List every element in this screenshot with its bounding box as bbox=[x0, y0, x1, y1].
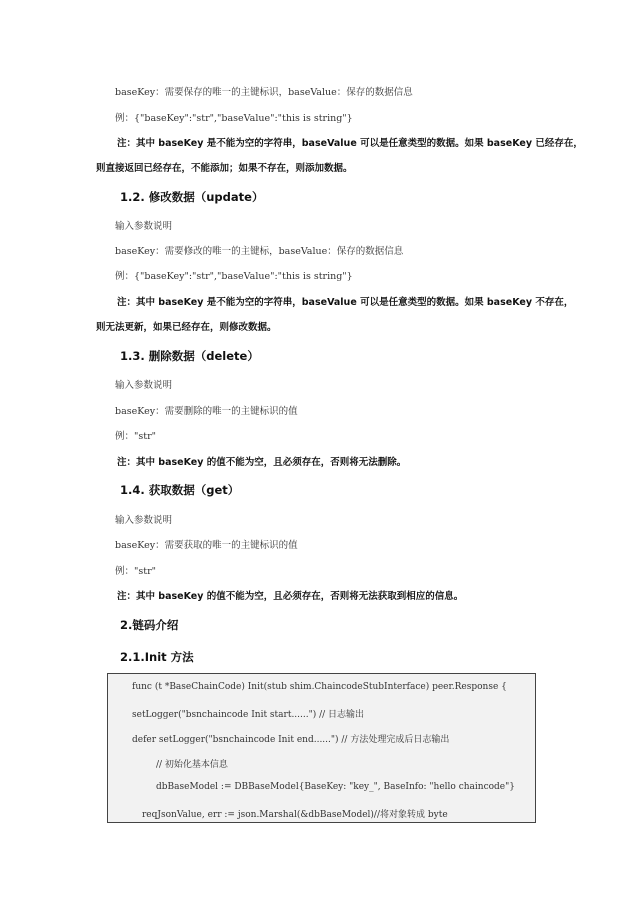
s14-example: 例："str" bbox=[115, 566, 156, 577]
code-line-1: func (t *BaseChainCode) Init(stub shim.ChaincodeStubInterface) peer.Response { bbox=[132, 682, 507, 692]
s11-example: 例：{"baseKey":"str","baseValue":"this is string"} bbox=[115, 113, 353, 124]
s12-intro: 输入参数说明 bbox=[115, 221, 173, 232]
code-line-4: // 初始化基本信息 bbox=[156, 760, 228, 770]
s14-heading: 1.4. 获取数据（get） bbox=[120, 483, 240, 497]
s13-intro: 输入参数说明 bbox=[115, 380, 173, 391]
s12-note-line2: 则无法更新，如果已经存在，则修改数据。 bbox=[96, 322, 277, 333]
s14-param-desc: baseKey：需要获取的唯一的主键标识的值 bbox=[115, 540, 298, 551]
code-block bbox=[107, 673, 536, 823]
code-line-5: dbBaseModel := DBBaseModel{BaseKey: "key_", BaseInfo: "hello chaincode"} bbox=[156, 782, 516, 792]
s11-param-desc: baseKey：需要保存的唯一的主键标识，baseValue：保存的数据信息 bbox=[115, 87, 413, 98]
s14-intro: 输入参数说明 bbox=[115, 515, 173, 526]
s13-param-desc: baseKey：需要删除的唯一的主键标识的值 bbox=[115, 406, 298, 417]
s13-note: 注：其中 baseKey 的值不能为空，且必须存在，否则将无法删除。 bbox=[117, 457, 407, 468]
code-line-2: setLogger("bsnchaincode Init start......") // 日志输出 bbox=[132, 710, 365, 720]
s11-note-line1: 注：其中 baseKey 是不能为空的字符串，baseValue 可以是任意类型的数据。如果 baseKey 已经存在， bbox=[117, 138, 583, 149]
code-line-6: reqJsonValue, err := json.Marshal(&dbBaseModel)//将对象转成 byte bbox=[142, 810, 448, 820]
s21-heading: 2.1.Init 方法 bbox=[120, 650, 194, 664]
s12-note-line1: 注：其中 baseKey 是不能为空的字符串，baseValue 可以是任意类型的数据。如果 baseKey 不存在， bbox=[117, 297, 574, 308]
s12-example: 例：{"baseKey":"str","baseValue":"this is string"} bbox=[115, 271, 353, 282]
s13-heading: 1.3. 删除数据（delete） bbox=[120, 349, 259, 363]
s12-heading: 1.2. 修改数据（update） bbox=[120, 190, 264, 204]
s14-note: 注：其中 baseKey 的值不能为空，且必须存在，否则将无法获取到相应的信息。 bbox=[117, 591, 464, 602]
code-line-3: defer setLogger("bsnchaincode Init end......") // 方法处理完成后日志输出 bbox=[132, 735, 450, 745]
s11-note-line2: 则直接返回已经存在，不能添加；如果不存在，则添加数据。 bbox=[96, 163, 353, 174]
s13-example: 例："str" bbox=[115, 431, 156, 442]
s2-heading: 2.链码介绍 bbox=[120, 618, 179, 632]
s12-param-desc: baseKey：需要修改的唯一的主键标，baseValue：保存的数据信息 bbox=[115, 246, 404, 257]
